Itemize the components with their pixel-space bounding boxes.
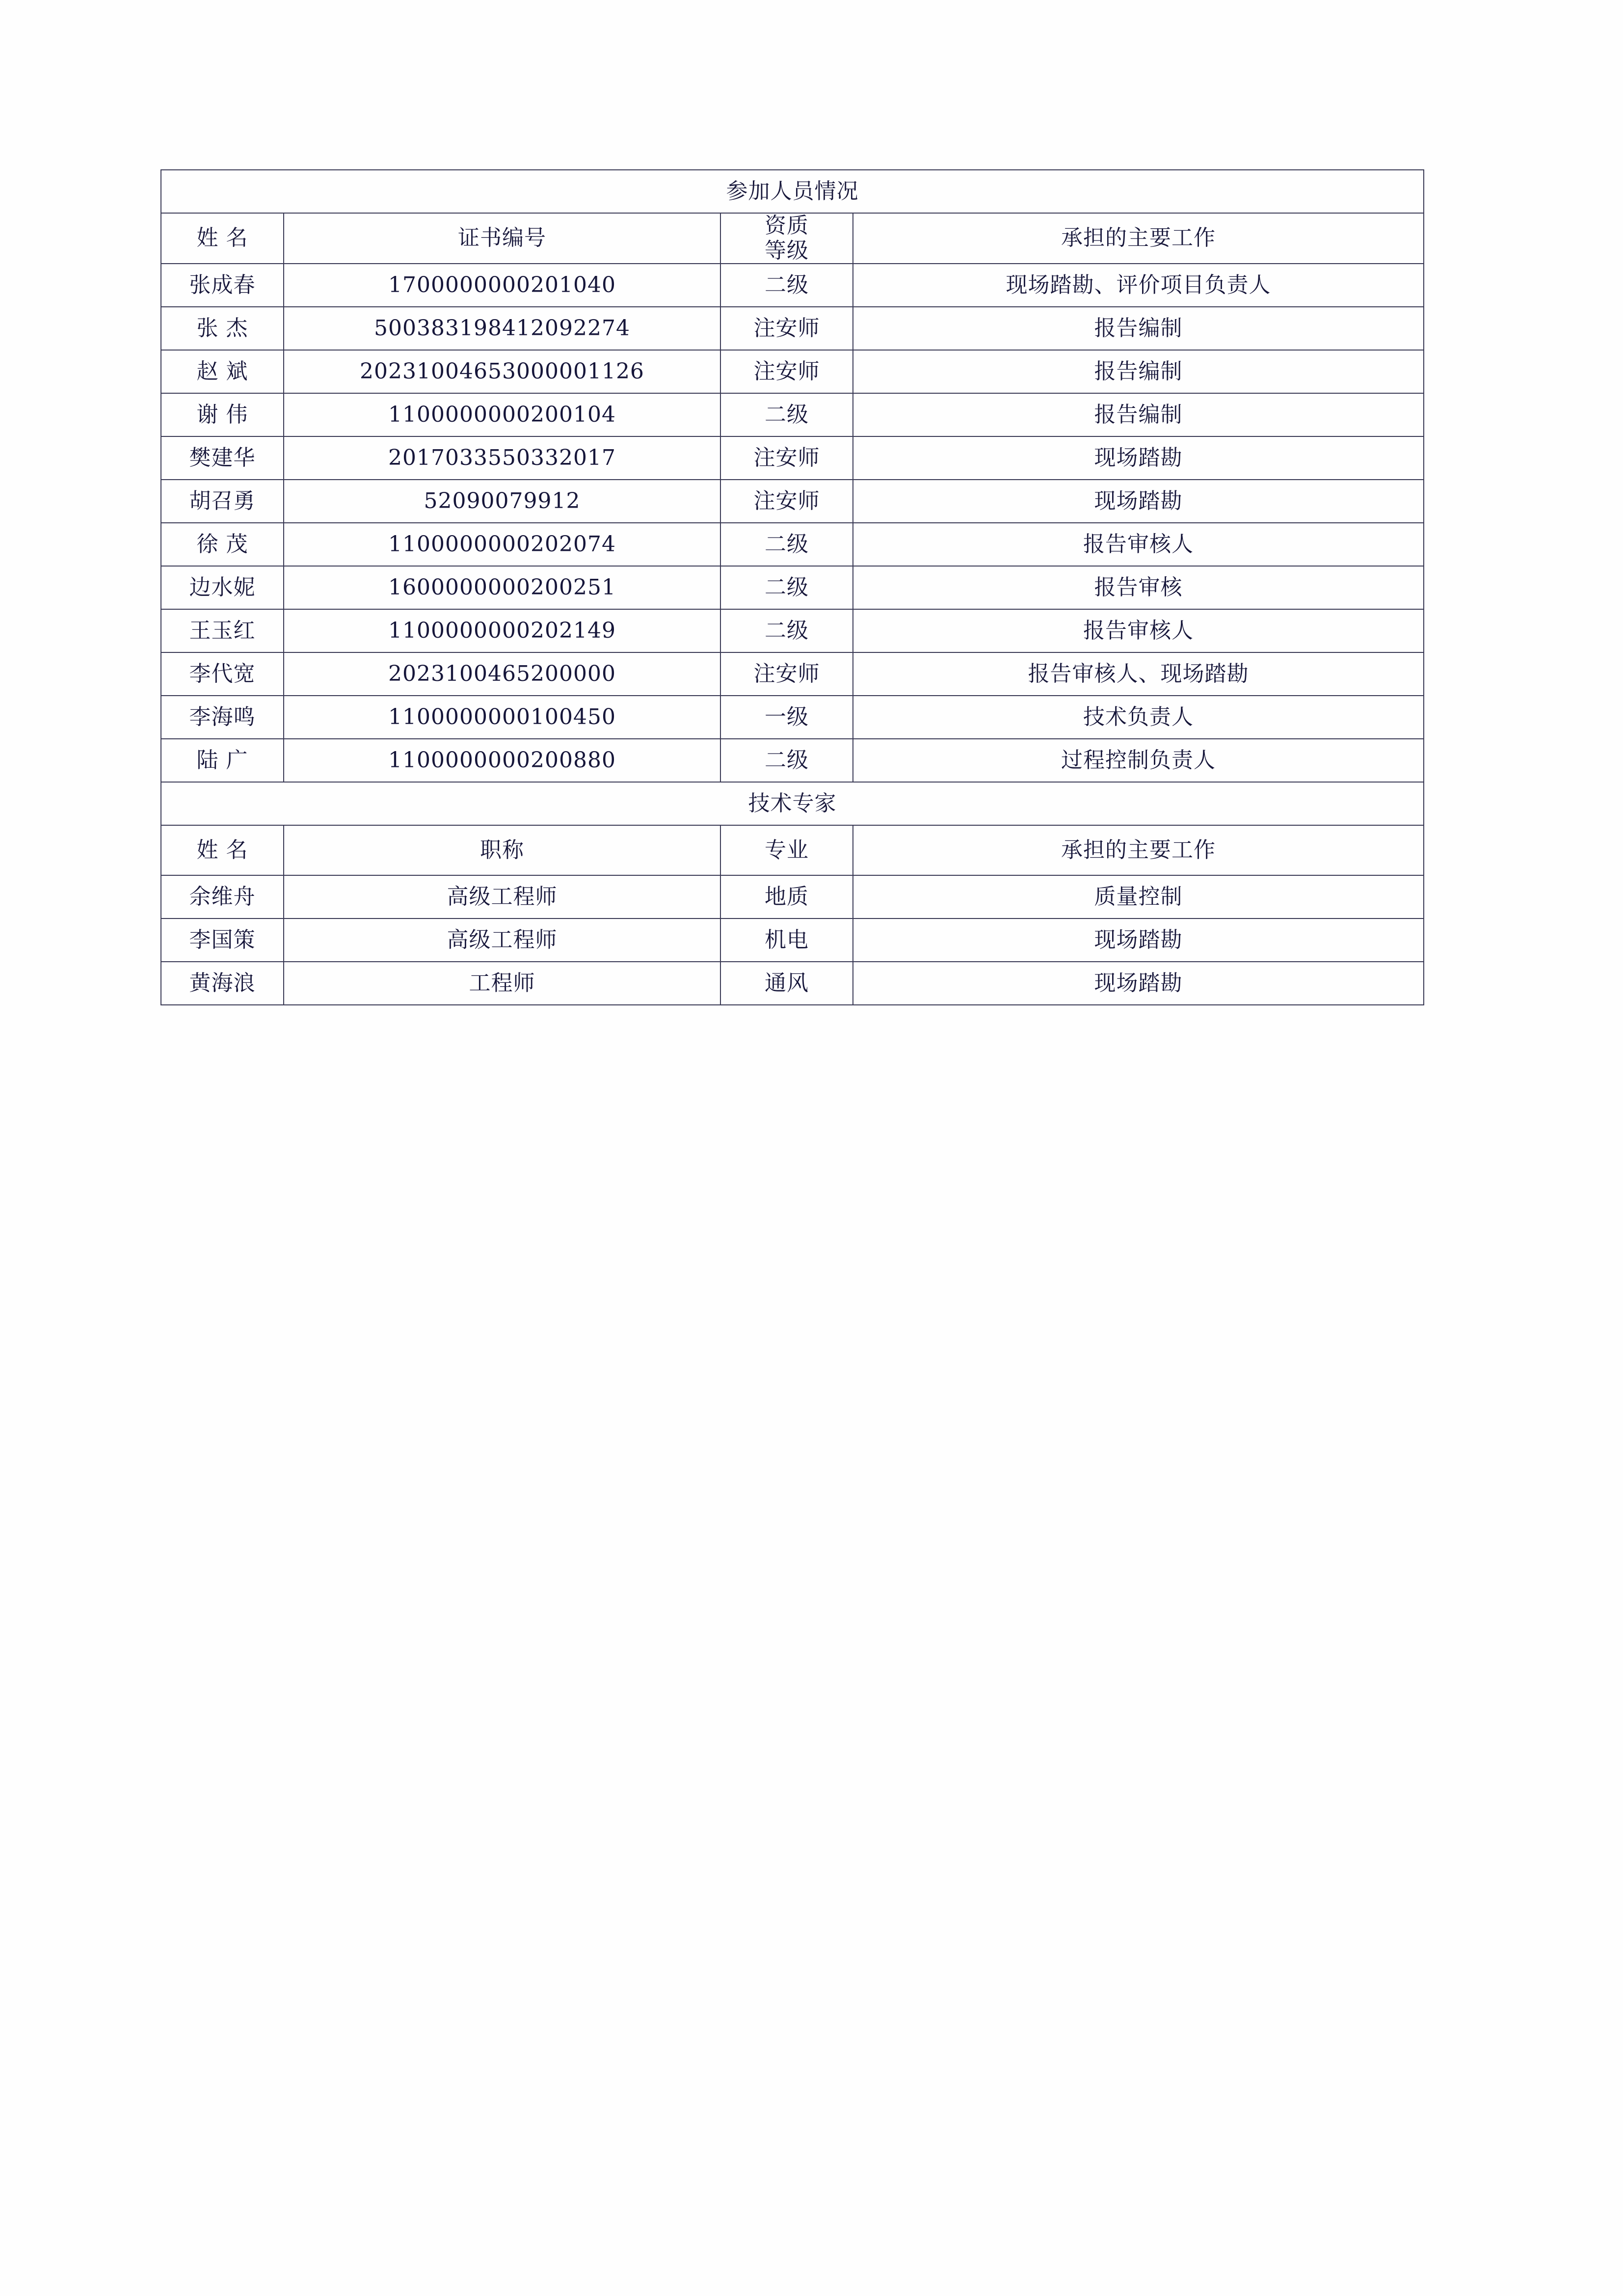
cell-cert-no: 1100000000202149 bbox=[284, 609, 720, 652]
cell-work: 现场踏勘 bbox=[853, 918, 1424, 962]
header-qualification-level bbox=[720, 213, 853, 264]
table-row bbox=[161, 609, 1424, 652]
cell-name: 李海鸣 bbox=[161, 696, 284, 739]
cell-cert-no: 1600000000200251 bbox=[284, 566, 720, 609]
cell-work: 报告编制 bbox=[853, 350, 1424, 393]
cell-name: 张成春 bbox=[161, 264, 284, 307]
table-row bbox=[161, 875, 1424, 918]
cell-level: 二级 bbox=[720, 609, 853, 652]
expert-header-name: 姓 名 bbox=[161, 825, 284, 875]
expert-section-title-row bbox=[161, 782, 1424, 825]
cell-work: 过程控制负责人 bbox=[853, 739, 1424, 782]
cell-major: 通风 bbox=[720, 962, 853, 1005]
table-row bbox=[161, 566, 1424, 609]
header-name: 姓 名 bbox=[161, 213, 284, 264]
cell-work: 现场踏勘、评价项目负责人 bbox=[853, 264, 1424, 307]
table-body bbox=[161, 170, 1424, 1005]
personnel-header-row bbox=[161, 213, 1424, 264]
table-row bbox=[161, 962, 1424, 1005]
cell-name: 徐 茂 bbox=[161, 523, 284, 566]
cell-level: 注安师 bbox=[720, 307, 853, 350]
table-title: 参加人员情况 bbox=[161, 170, 1424, 213]
expert-header-major: 专业 bbox=[720, 825, 853, 875]
expert-header-row bbox=[161, 825, 1424, 875]
cell-title: 高级工程师 bbox=[284, 918, 720, 962]
cell-work: 报告审核人 bbox=[853, 609, 1424, 652]
cell-level: 注安师 bbox=[720, 350, 853, 393]
table-row bbox=[161, 350, 1424, 393]
cell-cert-no: 1100000000100450 bbox=[284, 696, 720, 739]
cell-work: 质量控制 bbox=[853, 875, 1424, 918]
cell-level: 二级 bbox=[720, 264, 853, 307]
cell-cert-no: 52090079912 bbox=[284, 480, 720, 523]
cell-name: 谢 伟 bbox=[161, 393, 284, 436]
cell-work: 技术负责人 bbox=[853, 696, 1424, 739]
table-row bbox=[161, 480, 1424, 523]
cell-work: 报告编制 bbox=[853, 393, 1424, 436]
header-main-work: 承担的主要工作 bbox=[853, 213, 1424, 264]
cell-name: 樊建华 bbox=[161, 436, 284, 480]
cell-name: 黄海浪 bbox=[161, 962, 284, 1005]
cell-cert-no: 1100000000202074 bbox=[284, 523, 720, 566]
cell-level: 二级 bbox=[720, 393, 853, 436]
cell-level: 注安师 bbox=[720, 436, 853, 480]
cell-cert-no: 500383198412092274 bbox=[284, 307, 720, 350]
cell-level: 注安师 bbox=[720, 652, 853, 696]
cell-cert-no: 1100000000200880 bbox=[284, 739, 720, 782]
cell-level: 注安师 bbox=[720, 480, 853, 523]
table-row bbox=[161, 696, 1424, 739]
table-row bbox=[161, 436, 1424, 480]
header-qualification-line1: 资质 bbox=[765, 213, 809, 238]
table-row bbox=[161, 652, 1424, 696]
cell-title: 工程师 bbox=[284, 962, 720, 1005]
cell-name: 边水妮 bbox=[161, 566, 284, 609]
cell-name: 王玉红 bbox=[161, 609, 284, 652]
cell-cert-no: 2017033550332017 bbox=[284, 436, 720, 480]
table-row bbox=[161, 918, 1424, 962]
table-row bbox=[161, 739, 1424, 782]
cell-level: 二级 bbox=[720, 739, 853, 782]
cell-name: 胡召勇 bbox=[161, 480, 284, 523]
expert-header-main-work: 承担的主要工作 bbox=[853, 825, 1424, 875]
cell-level: 二级 bbox=[720, 566, 853, 609]
cell-name: 赵 斌 bbox=[161, 350, 284, 393]
header-cert-no: 证书编号 bbox=[284, 213, 720, 264]
cell-name: 李代宽 bbox=[161, 652, 284, 696]
cell-level: 二级 bbox=[720, 523, 853, 566]
cell-name: 张 杰 bbox=[161, 307, 284, 350]
cell-work: 现场踏勘 bbox=[853, 962, 1424, 1005]
cell-work: 报告审核人、现场踏勘 bbox=[853, 652, 1424, 696]
cell-work: 报告审核 bbox=[853, 566, 1424, 609]
expert-section-title: 技术专家 bbox=[161, 782, 1424, 825]
cell-work: 现场踏勘 bbox=[853, 480, 1424, 523]
cell-cert-no: 1700000000201040 bbox=[284, 264, 720, 307]
cell-name: 陆 广 bbox=[161, 739, 284, 782]
table-title-row bbox=[161, 170, 1424, 213]
table-row bbox=[161, 523, 1424, 566]
table-row bbox=[161, 307, 1424, 350]
cell-major: 机电 bbox=[720, 918, 853, 962]
participants-table-container bbox=[160, 169, 1423, 1005]
expert-header-title: 职称 bbox=[284, 825, 720, 875]
cell-name: 余维舟 bbox=[161, 875, 284, 918]
table-row bbox=[161, 264, 1424, 307]
cell-cert-no: 2023100465200000 bbox=[284, 652, 720, 696]
cell-title: 高级工程师 bbox=[284, 875, 720, 918]
cell-work: 报告审核人 bbox=[853, 523, 1424, 566]
header-qualification-line2: 等级 bbox=[765, 238, 809, 263]
cell-cert-no: 20231004653000001126 bbox=[284, 350, 720, 393]
cell-name: 李国策 bbox=[161, 918, 284, 962]
cell-cert-no: 1100000000200104 bbox=[284, 393, 720, 436]
cell-work: 报告编制 bbox=[853, 307, 1424, 350]
cell-work: 现场踏勘 bbox=[853, 436, 1424, 480]
cell-level: 一级 bbox=[720, 696, 853, 739]
cell-major: 地质 bbox=[720, 875, 853, 918]
participants-table bbox=[160, 169, 1424, 1005]
table-row bbox=[161, 393, 1424, 436]
